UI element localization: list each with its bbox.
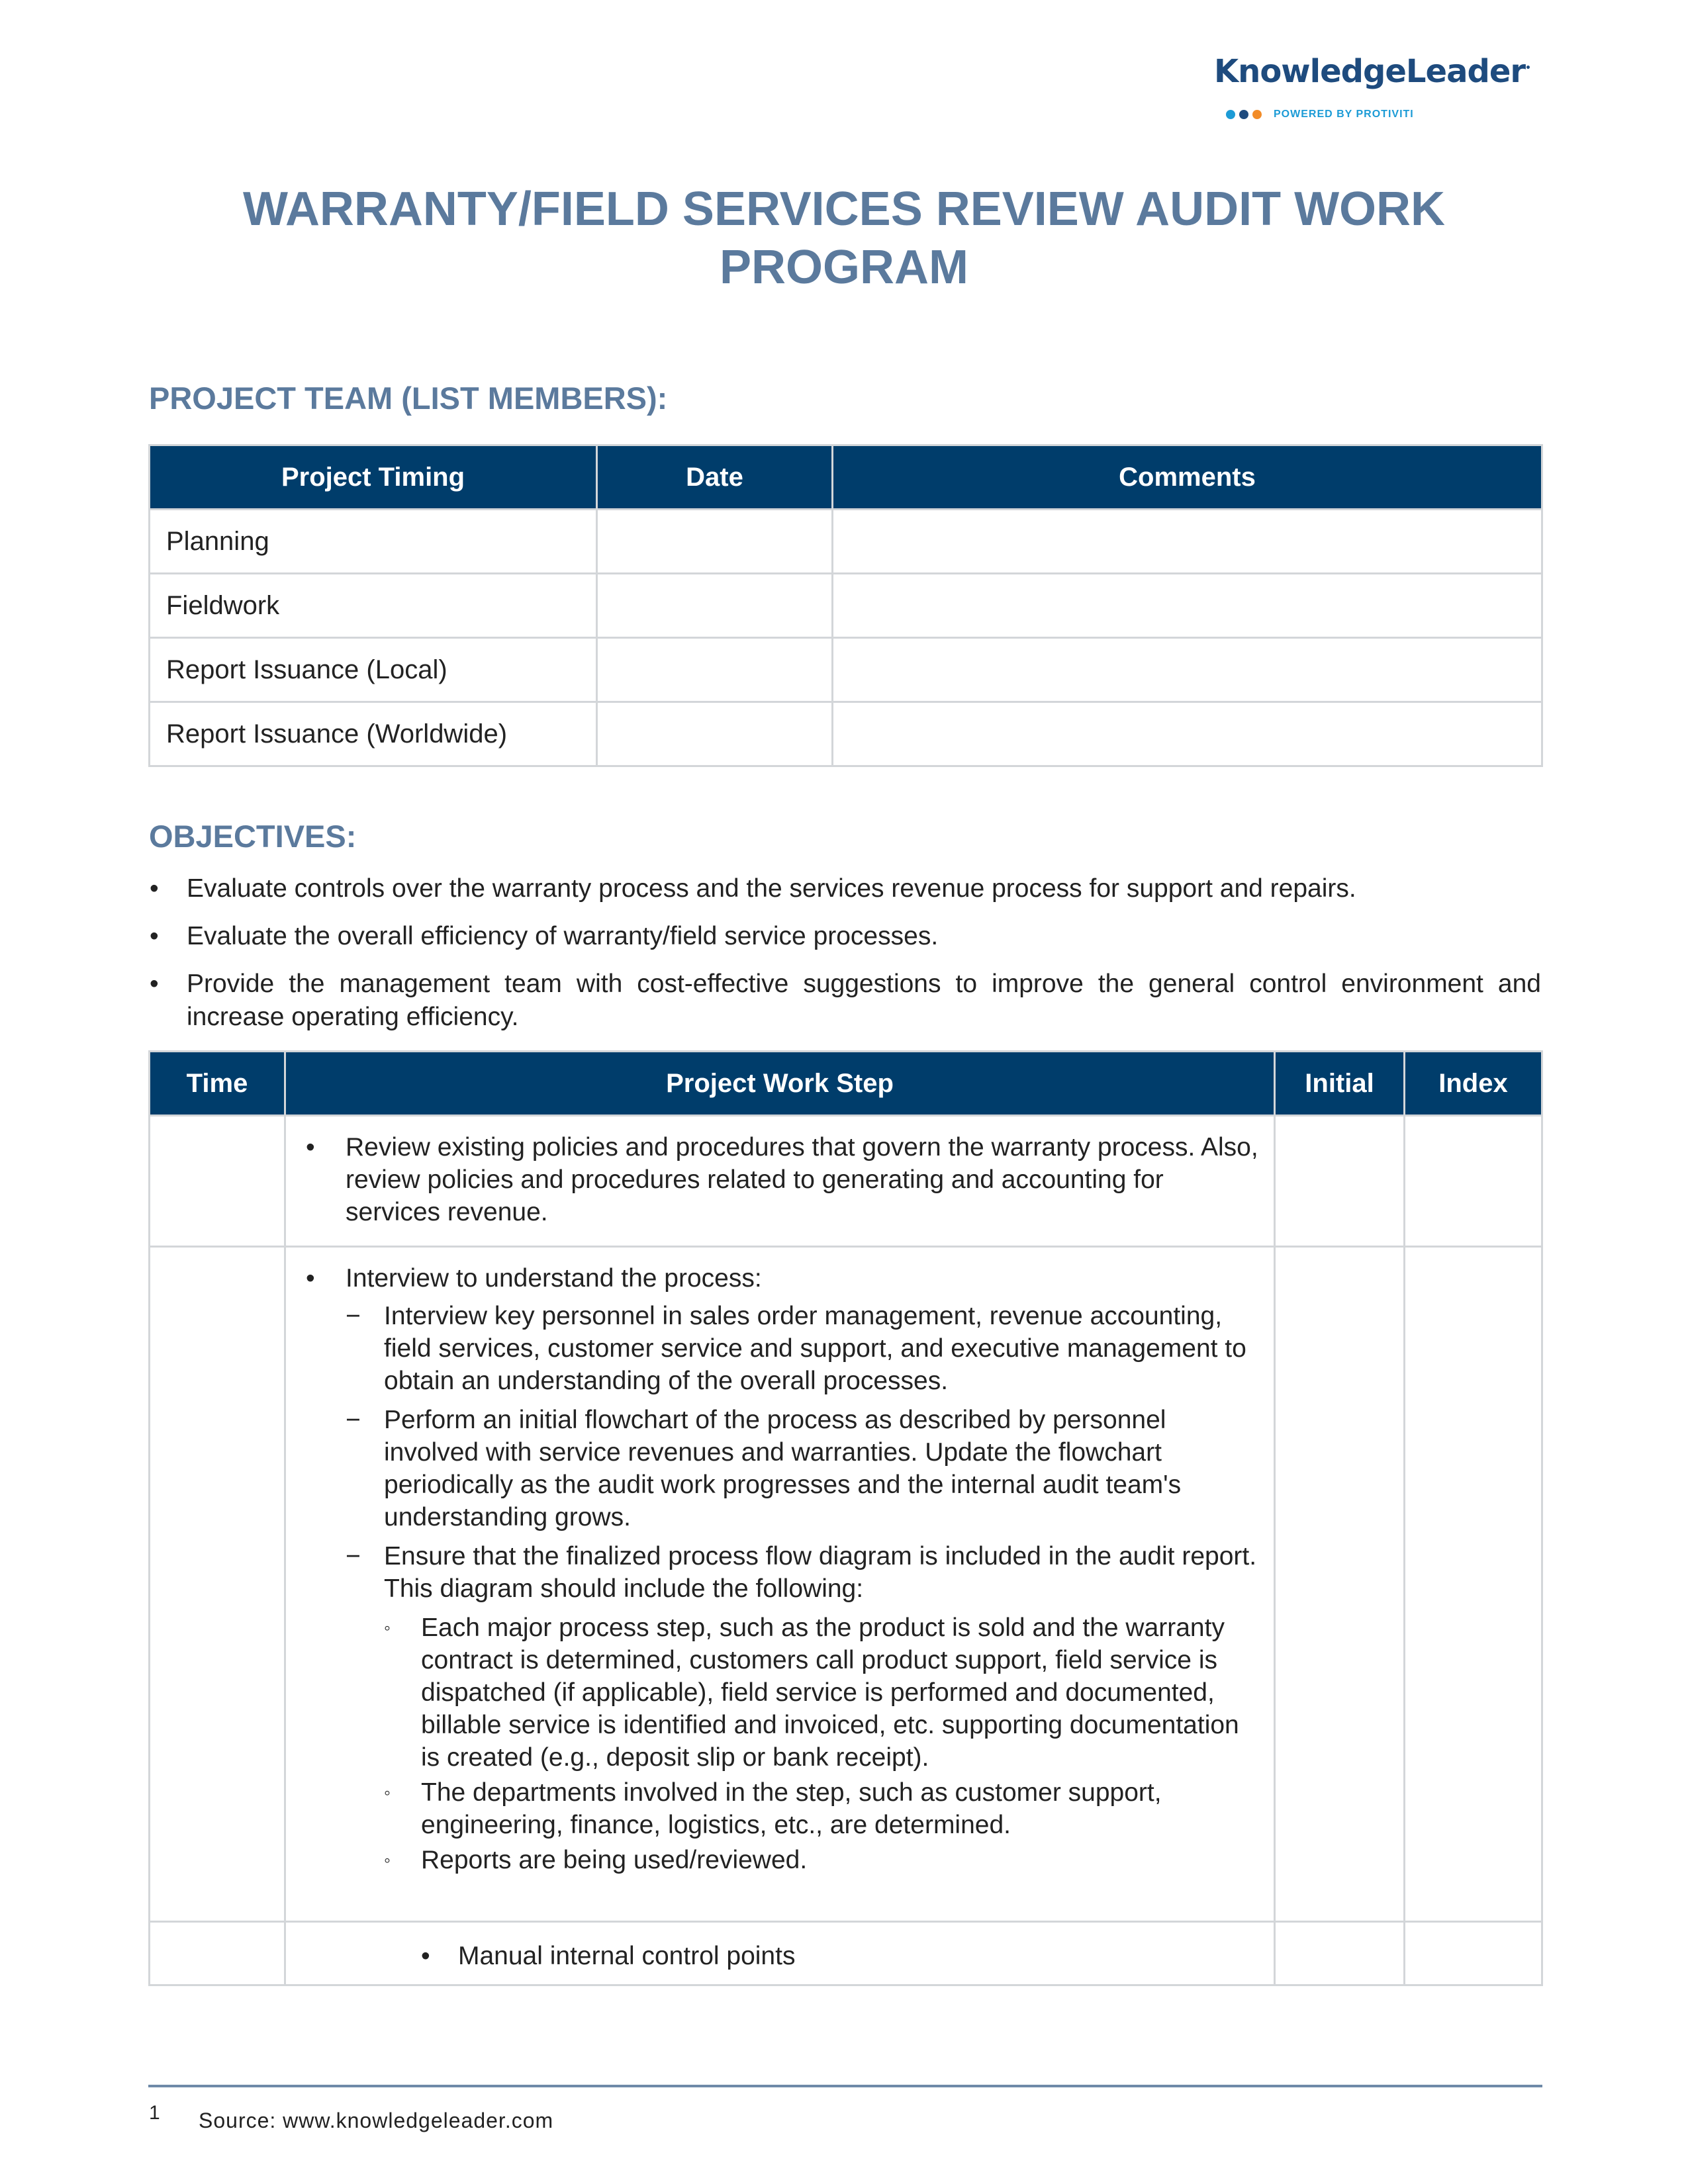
list-item: • Provide the management team with cost-effective suggestions to improve the general control environment and increase operating efficiency. [148,968,1541,1034]
sub-step [306,1540,1263,1605]
bullet-icon: • [421,1942,430,1970]
initial-cell[interactable] [1275,1922,1405,1985]
step-text: Interview to understand the process: [346,1264,762,1293]
list-item: • Evaluate controls over the warranty process and the services revenue process for support and repairs. [148,872,1541,905]
sub-step-text: Interview key personnel in sales order management, revenue accounting, field services, customer service and support, and executive management to obtain an understanding of the overall processes. [384,1302,1246,1395]
table-row [150,1247,1542,1922]
table-row [150,638,1542,702]
timing-cell: Planning [150,510,597,574]
project-timing-table [148,444,1543,767]
column-header: Index [1405,1052,1542,1116]
column-header: Initial [1275,1052,1405,1116]
table-header-row [150,445,1542,510]
footer-divider [148,2085,1542,2087]
comments-cell[interactable] [833,638,1542,702]
column-header: Time [150,1052,285,1116]
bullet-icon: • [306,1264,315,1293]
step-bullet [306,1131,1263,1228]
table-row [150,702,1542,766]
table-row [150,574,1542,638]
sub-step-text: Perform an initial flowchart of the process as described by personnel involved with service revenues and warranties. Update the flowchart periodically as the audit work progresses and the internal audit team's understanding grows. [384,1406,1182,1531]
table-header-row [150,1052,1542,1116]
column-header: Project Work Step [285,1052,1275,1116]
list-item: • Evaluate the overall efficiency of warranty/field service processes. [148,920,1541,953]
step-text: Review existing policies and procedures that govern the warranty process. Also, review policies and procedures related to generating and accounting for services revenue. [346,1133,1258,1226]
sub-sub-step-text: The departments involved in the step, such as customer support, engineering, finance, logistics, etc., are determined. [421,1778,1162,1839]
time-cell[interactable] [150,1922,285,1985]
step-text: Manual internal control points [458,1942,796,1970]
time-cell[interactable] [150,1116,285,1247]
comments-cell[interactable] [833,702,1542,766]
registered-mark: • [1525,63,1530,73]
date-cell[interactable] [597,702,833,766]
circle-bullet-icon: ◦ [384,1850,391,1870]
dash-icon: − [346,1542,361,1570]
logo-dot [1252,110,1262,119]
sub-step-text: Ensure that the finalized process flow diagram is included in the audit report. This diagram should include the following: [384,1542,1257,1603]
table-row [150,1116,1542,1247]
circle-bullet-icon: ◦ [384,1782,391,1803]
sub-sub-step [306,1844,1263,1876]
bullet-icon: • [306,1133,315,1161]
date-cell[interactable] [597,510,833,574]
column-header: Date [597,445,833,510]
work-step-cell [285,1247,1275,1922]
timing-cell: Fieldwork [150,574,597,638]
timing-cell: Report Issuance (Local) [150,638,597,702]
date-cell[interactable] [597,574,833,638]
comments-cell[interactable] [833,574,1542,638]
sub-sub-step [306,1776,1263,1841]
date-cell[interactable] [597,638,833,702]
table-row [150,1922,1542,1985]
sub-sub-step-text: Reports are being used/reviewed. [421,1846,808,1874]
table-row [150,510,1542,574]
work-steps-table [148,1050,1543,1986]
sub-step [306,1404,1263,1533]
page-number: 1 [149,2102,160,2124]
step-bullet [306,1262,1263,1295]
step-bullet [306,1940,1263,1972]
sub-sub-step-text: Each major process step, such as the product is sold and the warranty contract is determined, customers call product support, field service is dispatched (if applicable), field service is performed and documented, billable service is identified and invoiced, etc. supporting documentation is created (e.g., deposit slip or bank receipt). [421,1614,1239,1772]
work-step-cell [285,1116,1275,1247]
timing-cell: Report Issuance (Worldwide) [150,702,597,766]
index-cell[interactable] [1405,1922,1542,1985]
column-header: Project Timing [150,445,597,510]
logo-name: KnowledgeLeader [1213,53,1526,90]
logo-dots-icon [1226,110,1262,119]
comments-cell[interactable] [833,510,1542,574]
sub-sub-step [306,1612,1263,1774]
column-header: Comments [833,445,1542,510]
work-step-cell [285,1922,1275,1985]
logo-dot [1239,110,1248,119]
logo-tagline: POWERED BY PROTIVITI [1274,109,1414,120]
objectives-list [148,872,1541,1048]
dash-icon: − [346,1406,361,1434]
sub-step [306,1300,1263,1397]
initial-cell[interactable] [1275,1116,1405,1247]
knowledgeleader-logo [1213,53,1530,126]
initial-cell[interactable] [1275,1247,1405,1922]
document-title: WARRANTY/FIELD SERVICES REVIEW AUDIT WORK PROGRAM [242,183,1446,294]
index-cell[interactable] [1405,1116,1542,1247]
logo-dot [1226,110,1235,119]
objectives-heading: OBJECTIVES: [149,819,357,854]
project-team-heading: PROJECT TEAM (LIST MEMBERS): [149,381,668,416]
source-note: Source: www.knowledgeleader.com [199,2109,554,2132]
index-cell[interactable] [1405,1247,1542,1922]
circle-bullet-icon: ◦ [384,1617,391,1638]
time-cell[interactable] [150,1247,285,1922]
dash-icon: − [346,1302,361,1330]
